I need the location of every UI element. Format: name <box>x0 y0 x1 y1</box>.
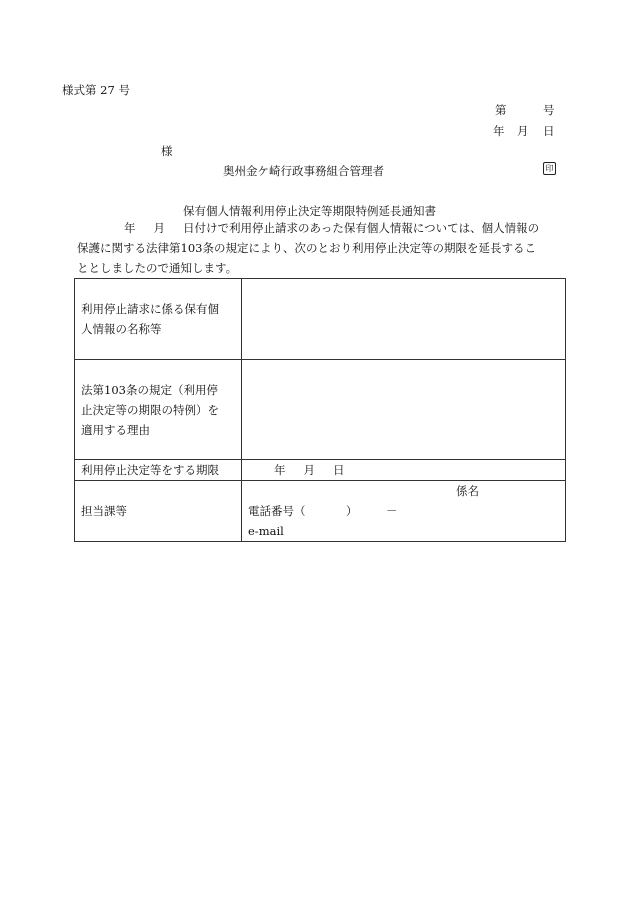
deadline-value[interactable] <box>242 460 566 481</box>
record-name-label-line2: 人情報の名称等 <box>81 322 162 336</box>
body-date-month: 月 <box>153 221 165 235</box>
deadline-day: 日 <box>333 463 345 477</box>
section-name-label: 係名 <box>456 484 479 498</box>
record-name-label-line1: 利用停止請求に係る保有個 <box>81 302 219 316</box>
addressee-honorific: 様 <box>161 144 173 158</box>
body-line-2: 保護に関する法律第103条の規定により、次のとおり利用停止決定等の期限を延長するこ <box>77 241 536 255</box>
reason-label <box>75 360 242 460</box>
department-label: 担当課等 <box>75 481 242 542</box>
issuer-name: 奥州金ケ崎行政事務組合管理者 <box>223 164 384 178</box>
date-year-label: 年 <box>493 124 505 138</box>
email-label: e-mail <box>248 524 284 538</box>
deadline-year: 年 <box>274 463 286 477</box>
table-row-deadline <box>75 460 566 481</box>
doc-number-suffix: 号 <box>543 103 555 117</box>
body-date-year: 年 <box>124 221 136 235</box>
body-line-3: ととしましたので通知します。 <box>77 261 238 275</box>
phone-close: ） <box>346 504 358 518</box>
reason-label-line1: 法第103条の規定（利用停 <box>81 382 218 397</box>
table-row-contact <box>75 481 566 542</box>
body-line-1 <box>77 218 565 238</box>
body-line1-text: 日付けで利用停止請求のあった保有個人情報については、個人情報の <box>183 221 540 235</box>
document-title: 保有個人情報利用停止決定等期限特例延長通知書 <box>183 204 436 218</box>
doc-number-prefix: 第 <box>495 103 507 117</box>
contact-block <box>242 481 565 541</box>
reason-label-line2: 止決定等の期限の特例）を <box>81 402 219 417</box>
deadline-month: 月 <box>303 463 315 477</box>
record-name-value[interactable] <box>242 279 566 360</box>
date-day-label: 日 <box>543 124 555 138</box>
deadline-label: 利用停止決定等をする期限 <box>75 460 242 481</box>
record-name-label <box>75 279 242 360</box>
phone-dash: － <box>386 504 398 518</box>
table-row-reason <box>75 360 566 460</box>
table-row-record-name <box>75 279 566 360</box>
date-month-label: 月 <box>517 124 529 138</box>
notice-table <box>74 278 566 542</box>
reason-label-line3: 適用する理由 <box>81 422 150 437</box>
seal-mark: 印 <box>543 162 556 175</box>
reason-value[interactable] <box>242 360 566 460</box>
form-number: 様式第 27 号 <box>62 83 130 97</box>
department-value[interactable] <box>242 481 566 542</box>
phone-label: 電話番号（ <box>248 504 306 518</box>
